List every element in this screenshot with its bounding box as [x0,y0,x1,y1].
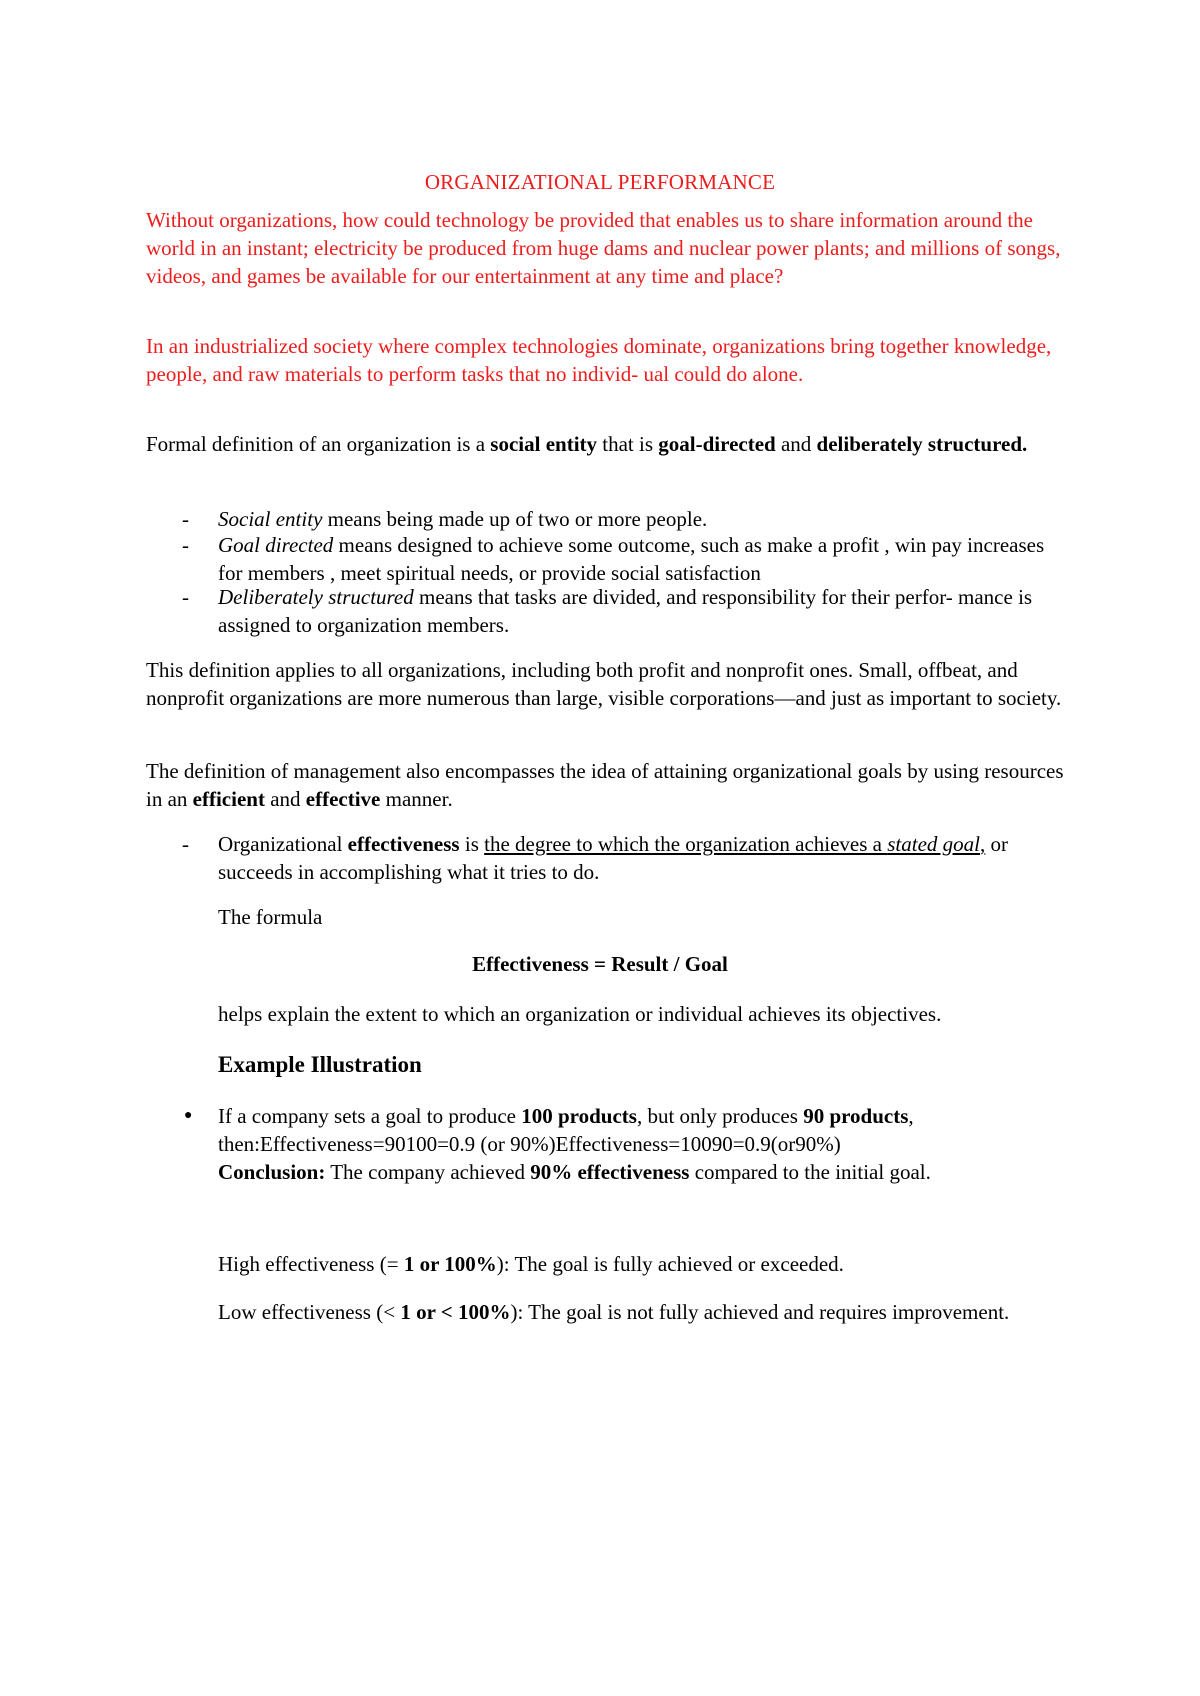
dash-marker: - [182,507,189,531]
low-effectiveness [218,1298,1066,1326]
conclusion-pre: The company achieved [325,1160,531,1184]
term-deliberately-structured: deliberately structured. [816,432,1028,456]
definition-pre: Formal definition of an organization is a [146,432,491,456]
term-effective: effective [305,787,381,811]
formula-explanation: helps explain the extent to which an organization or individual achieves its objectives. [218,1002,942,1026]
eff-pre: Organizational [218,832,348,856]
example-end: , [908,1104,914,1128]
effectiveness-content [218,830,1066,886]
example-mid: , but only produces [636,1104,804,1128]
intro-paragraph-2: In an industrialized society where complex technologies dominate, organizations bring together knowledge, people, and raw materials to perform tasks that no individ- ual could do alone. [146,334,1052,386]
conclusion-label: Conclusion: [218,1160,326,1184]
item-term: Social entity [218,507,323,531]
example-pre: If a company sets a goal to produce [218,1104,522,1128]
conclusion-value: 90% effectiveness [530,1160,690,1184]
item-text: means designed to achieve some outcome, such as make a profit , win pay increases for members , meet spiritual needs, or provide social satisfaction [218,533,1045,585]
definition-mid-2: and [775,432,817,456]
item-term: Deliberately structured [218,585,414,609]
definition-mid-1: that is [597,432,659,456]
dash-marker: - [182,832,189,856]
eff-stated-goal: stated goal [887,832,980,856]
eff-post: or succeeds in accomplishing what it tries to do. [218,832,1008,884]
page-title: ORGANIZATIONAL PERFORMANCE [424,170,776,194]
dash-marker: - [182,585,189,609]
management-mid: and [264,787,306,811]
example-heading: Example Illustration [218,1052,422,1077]
example-content [218,1102,1066,1186]
example-calculation: then:Effectiveness=90100=0.9 (or 90%)Effectiveness=10090=0.9(or90%) [218,1132,841,1156]
formula-intro: The formula [218,905,323,929]
term-efficient: efficient [192,787,265,811]
low-post: ): The goal is not fully achieved and requires improvement. [510,1300,1010,1324]
term-effectiveness: effectiveness [347,832,460,856]
eff-mid: is [459,832,485,856]
high-effectiveness [218,1250,1066,1278]
high-pre: High effectiveness (= [218,1252,404,1276]
high-post: ): The goal is fully achieved or exceeded. [496,1252,844,1276]
intro-paragraph-1: Without organizations, how could technology be provided that enables us to share information around the world in an instant; electricity be produced from huge dams and nuclear power plants; and millions of songs, videos, and games be available for our entertainment at any time and place? [146,208,1061,288]
definition-item-content [218,583,1066,639]
applies-paragraph: This definition applies to all organizations, including both profit and nonprofit ones. Small, offbeat, and nonprofit organizations are more numerous than large, visible corporations—and just as important to society. [146,658,1062,710]
definition-paragraph [146,430,1066,458]
item-term: Goal directed [218,533,334,557]
low-value: 1 or < 100% [400,1300,511,1324]
item-text: means that tasks are divided, and responsibility for their perfor- mance is assigned to organization members. [218,585,1033,637]
item-text: means being made up of two or more people. [322,507,708,531]
eff-underlined-end: , [980,832,986,856]
management-paragraph [146,757,1066,813]
high-value: 1 or 100% [403,1252,497,1276]
dash-marker: - [182,533,189,557]
definition-item-content [218,531,1066,587]
definition-item-content [218,505,1066,533]
low-pre: Low effectiveness (< [218,1300,401,1324]
bullet-marker: ● [184,1108,193,1123]
example-actual-count: 90 products [803,1104,909,1128]
eff-underlined: the degree to which the organization achieves a [484,832,888,856]
conclusion-post: compared to the initial goal. [689,1160,931,1184]
formula: Effectiveness = Result / Goal [472,952,728,976]
term-goal-directed: goal-directed [658,432,776,456]
management-pre: The definition of management also encompasses the idea of attaining organizational goals by using resources in an [146,759,1064,811]
term-social-entity: social entity [490,432,598,456]
management-post: manner. [380,787,453,811]
example-goal-count: 100 products [521,1104,637,1128]
